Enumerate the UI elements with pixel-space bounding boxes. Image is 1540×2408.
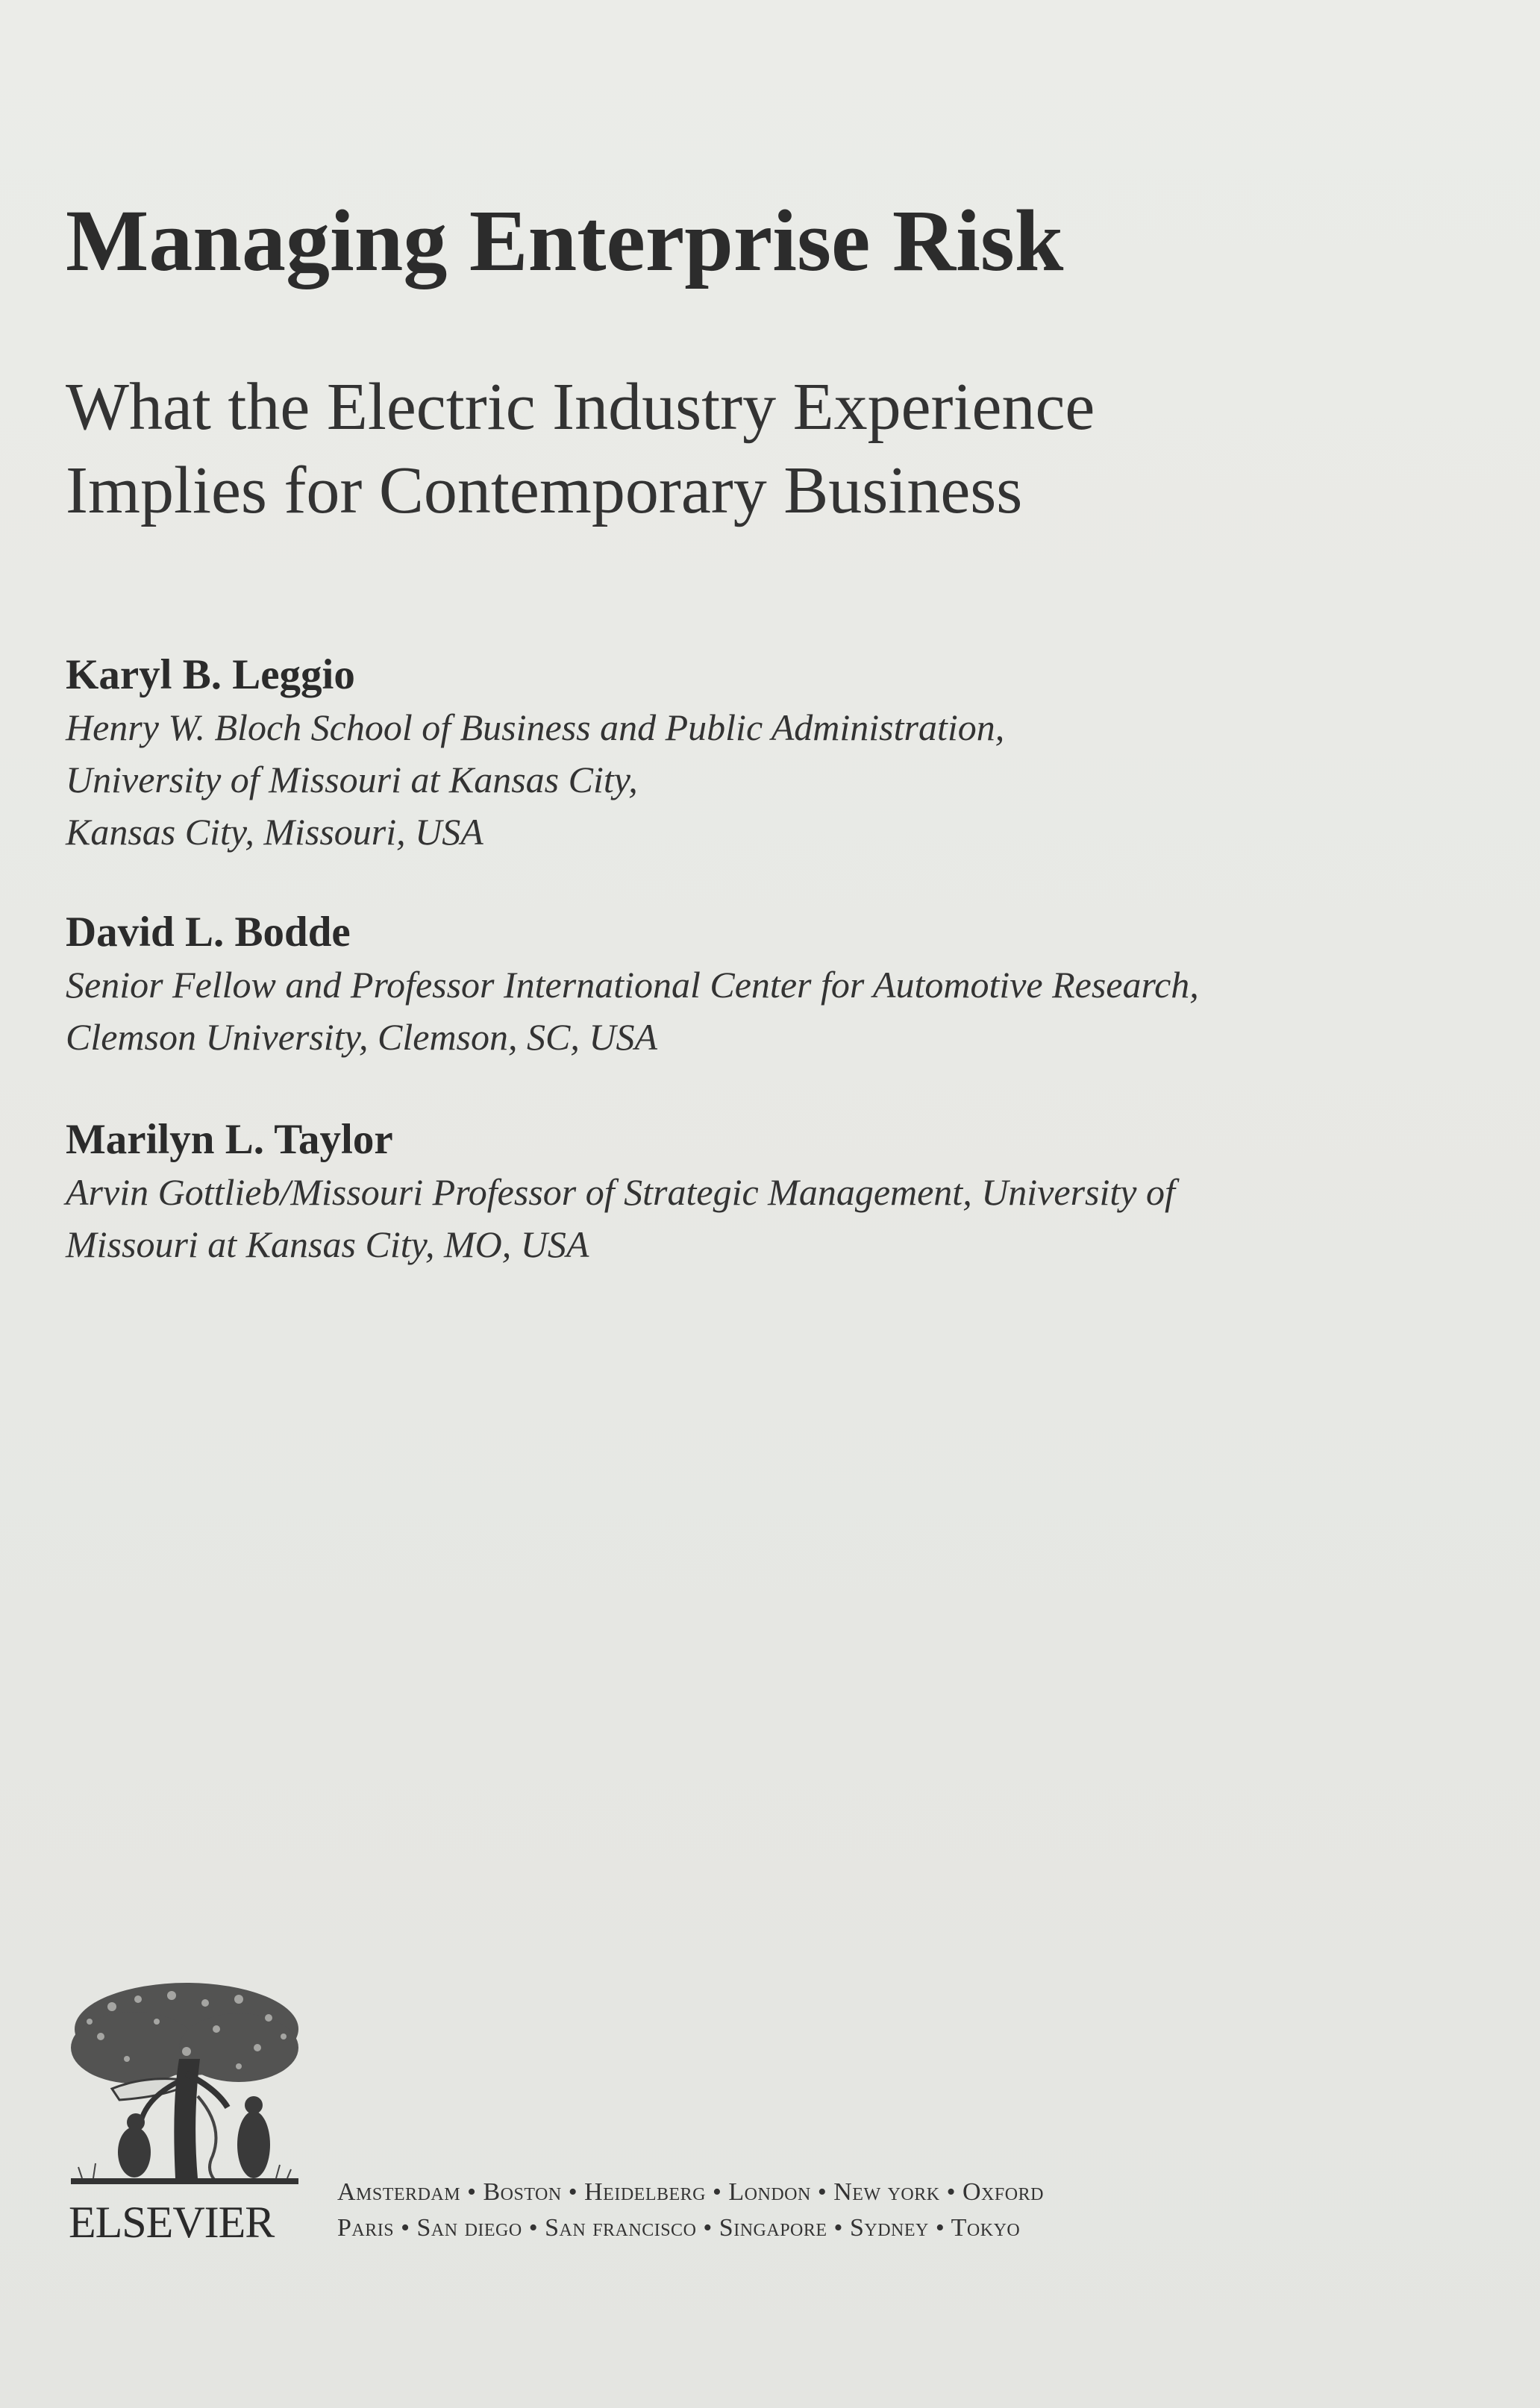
author-name: David L. Bodde	[66, 909, 351, 956]
subtitle-line-1: What the Electric Industry Experience	[66, 370, 1095, 444]
elsevier-tree-logo-icon	[67, 1977, 302, 2201]
author-block	[66, 649, 1004, 858]
book-title: Managing Enterprise Risk	[66, 192, 1064, 289]
author-name: Marilyn L. Taylor	[66, 1116, 393, 1163]
affiliation-line: Henry W. Bloch School of Business and Public Administration,	[66, 706, 1005, 748]
subtitle-line-2: Implies for Contemporary Business	[66, 454, 1023, 527]
affiliation-line: Kansas City, Missouri, USA	[66, 811, 483, 853]
publisher-cities-line-2: Paris • San diego • San francisco • Singapore • Sydney • Tokyo	[337, 2214, 1021, 2242]
author-affiliation	[66, 701, 1004, 858]
author-affiliation	[66, 959, 1199, 1063]
affiliation-line: Clemson University, Clemson, SC, USA	[66, 1016, 658, 1058]
publisher-logo-text: ELSEVIER	[69, 2198, 275, 2247]
author-block	[66, 906, 1199, 1063]
book-subtitle	[66, 366, 1095, 533]
affiliation-line: Missouri at Kansas City, MO, USA	[66, 1223, 589, 1265]
author-name: Karyl B. Leggio	[66, 651, 355, 698]
publisher-cities-line-1: Amsterdam • Boston • Heidelberg • London • New york • Oxford	[337, 2178, 1044, 2206]
affiliation-line: University of Missouri at Kansas City,	[66, 759, 638, 800]
author-affiliation	[66, 1166, 1175, 1270]
affiliation-line: Arvin Gottlieb/Missouri Professor of Strategic Management, University of	[66, 1171, 1175, 1213]
author-block	[66, 1114, 1175, 1270]
affiliation-line: Senior Fellow and Professor International Center for Automotive Research,	[66, 964, 1199, 1006]
